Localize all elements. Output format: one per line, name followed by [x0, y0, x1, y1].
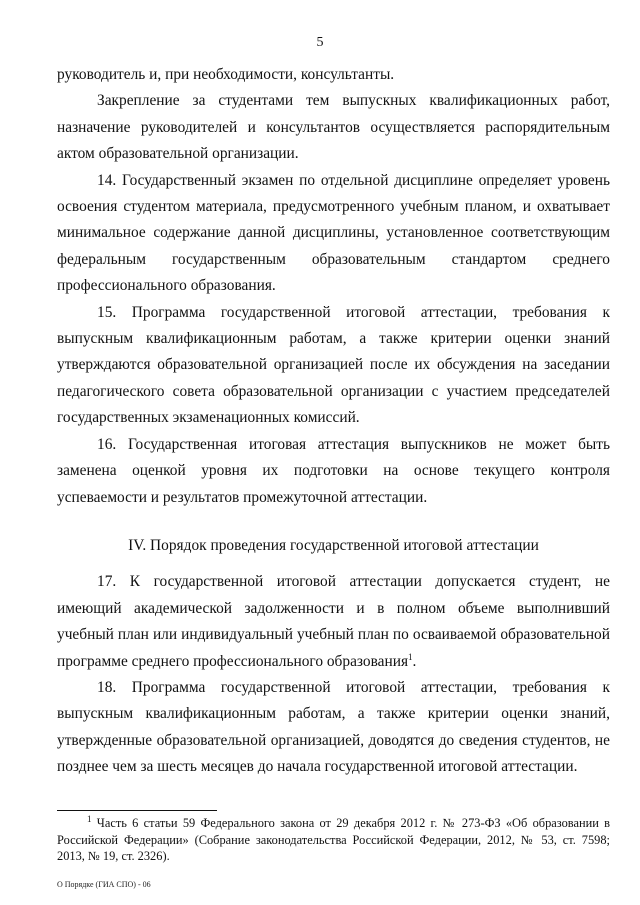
paragraph-1: руководитель и, при необходимости, консультанты. — [57, 66, 395, 83]
footnote-divider — [57, 810, 217, 811]
paragraph-18: 18. Программа государственной итоговой аттестации, требования к выпускным квалификационным работам, а также критерии оценки знаний, утвержденные образовательной организацией, доводятся до сведения студентов, не позднее чем за шесть месяцев до начала государственной итоговой аттестации. — [57, 678, 610, 776]
footnote-text: Часть 6 статьи 59 Федерального закона от 29 декабря 2012 г. № 273-ФЗ «Об образовании в Российской Федерации» (Собрание законодательства Российской Федерации, 2012, № 53, ст. 7598; 2013, № 19, ст. 2326). — [57, 816, 610, 863]
paragraph-15: 15. Программа государственной итоговой аттестации, требования к выпускным квалификационным работам, а также критерии оценки знаний утверждаются образовательной организацией после их обсуждения на заседании педагогического совета образовательной организации с участием председателей государственных экзаменационных комиссий. — [57, 303, 610, 427]
footnote-reference: 1 — [408, 651, 413, 662]
footnote — [57, 815, 610, 865]
paragraph-14: 14. Государственный экзамен по отдельной дисциплине определяет уровень освоения студентом материала, предусмотренного учебным планом, и охватывает минимальное содержание данной дисциплины, установленное соответствующим федеральным государственным образовательным стандартом среднего профессионального образования. — [57, 171, 610, 295]
paragraph-17-text: 17. К государственной итоговой аттестации допускается студент, не имеющий академической задолженности и в полном объеме выполнивший учебный план или индивидуальный учебный план по осваиваемой образовательной программе среднего профессионального образования — [57, 573, 610, 670]
footnote-marker: 1 — [87, 813, 92, 824]
body-text — [57, 62, 610, 781]
paragraph-16: 16. Государственная итоговая аттестация выпускников не может быть заменена оценкой уровня их подготовки на основе текущего контроля успеваемости и результатов промежуточной аттестации. — [57, 435, 610, 506]
document-footer: О Порядке (ГИА СПО) - 06 — [57, 880, 151, 889]
page-number: 5 — [316, 35, 324, 50]
paragraph-2: Закрепление за студентами тем выпускных квалификационных работ, назначение руководителей и консультантов осуществляется распорядительным актом образовательной организации. — [57, 92, 610, 163]
paragraph-17-end: . — [412, 652, 417, 670]
section-heading: IV. Порядок проведения государственной итоговой аттестации — [128, 536, 539, 554]
paragraph-17 — [57, 569, 610, 675]
